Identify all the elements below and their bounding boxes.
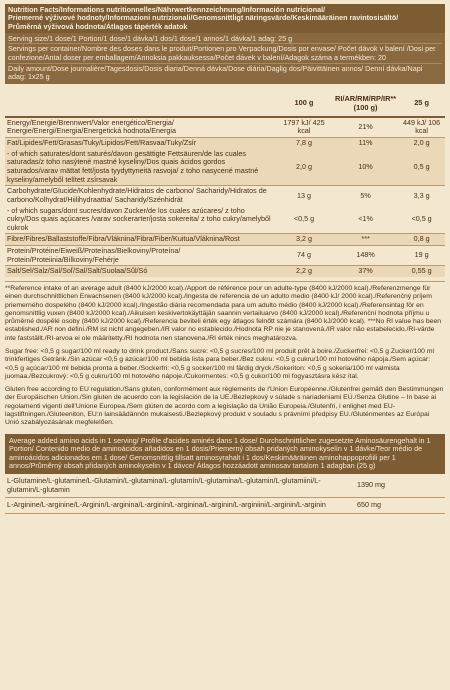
sugar-free-note: Sugar free: <0,5 g sugar/100 ml ready to drink product./Sans sucre: <0,5 g sucres/100 ml produit prêt à boire./Zuckerfrei: <0,5 g Zucker/100 ml trinkfertiges Getränk./Sin azúcar <0,5 g azúcar/100 ml bebida lista para beber./Bez cukru: <0,5 g cukru/100 ml hotového nápoja./Sem açúcar: <0,5 g açúcar/100 ml bebida pronta a beber./Sockerfri: <0,5 g socker/100 ml färdig dryck./Sokeriton: <0,5 g sokeria/100 ml valmista juomaa./Bezcukrový: <0,5 g cukru/100 ml hotového nápoje./Cukormentes: <0,5 g cukor/100 ml fogyasztásra kész ital. bbox=[5, 348, 434, 380]
footnotes bbox=[5, 281, 445, 428]
col-25g: 25 g bbox=[414, 98, 429, 108]
col-ri: RI/AR/RM/RP/IR** (100 g) bbox=[335, 94, 397, 112]
nutrition-table bbox=[5, 94, 445, 277]
amino-row bbox=[5, 498, 445, 514]
amino-value: 1390 mg bbox=[357, 480, 385, 490]
nutrition-facts-title-3: Průměrná výživová hodnota/Átlagos tápérték adatok bbox=[8, 21, 188, 31]
nutrition-facts-title: Nutrition Facts/Informations nutritionnelles/Nährwertkennzeichnung/Información nutricional/ bbox=[8, 5, 326, 14]
amino-acid-section bbox=[5, 434, 445, 514]
daily-amount: Daily amount/Dose journalière/Tagesdosis/Dosis diaria/Denná dávka/Dose diária/Daglig dos/Päivittäinen annos/ Denní dávka/Napi adag: 1x25 g bbox=[8, 63, 442, 82]
table-row: - of which saturates/dont saturés/davon gesättigte Fettsäuren/de las cuales saturadas/z toho nasýtené mastné kyseliny/Dos quais ácidos gordos saturados/varav mättat fett/josta tyydyttyneitä rasvoja/ z toho nasycené mastné kyseliny/amelyből telített zsírsavak 2,0 g 10% 0,5 g bbox=[5, 149, 445, 186]
table-row: Protein/Protéine/Eiweiß/Proteínas/Bielkoviny/Proteína/ Protein/Proteiinia/Bílkoviny/Fehérje 74 g 148% 19 g bbox=[5, 246, 445, 266]
header-band bbox=[5, 4, 445, 33]
table-row: Fat/Lipides/Fett/Grasas/Tuky/Lipidos/Fett/Rasvaa/Tuky/Zsír 7,8 g 11% 2,0 g bbox=[5, 138, 445, 149]
table-row: Salt/Sel/Salz/Sal/Soľ/Sal/Salt/Suolaa/Sůl/Só 2,2 g 37% 0,55 g bbox=[5, 266, 445, 277]
servings-per-container: Servings per container/Nombre des doses dans le produit/Portionen pro Verpackung/Dosis por envase/ Počet dávok v balení /Dosi per confezione/Antal doser per emballagem/Annoksia pakkauksessa/Počet dávek v balení/Adagok száma a termékben: 20 bbox=[8, 43, 442, 62]
nutrition-facts-title-2: Priemerné výživové hodnoty/Informazioni nutrizionali/Genomsnittligt näringsvärde/Keskimääräinen ravintosisältö/ bbox=[8, 13, 399, 23]
serving-size: Serving size/1 dose/1 Portion/1 dose/1 dávka/1 dos/1 dose/1 annos/1 dávka/1 adag: 25 g bbox=[8, 33, 293, 43]
serving-info bbox=[5, 33, 445, 84]
amino-name: L-Glutamine/L-glutamine/L-Glutamin/L-glutamina/L-glutamín/L-glutamina/L-glutamin/L-glutamiini/L-glutamin/L-glutamin bbox=[7, 476, 321, 494]
amino-header: Average added amino acids in 1 serving/ Profile d'acides aminés dans 1 dose/ Durchschnittlicher zugesetzte Aminosäurengehalt in 1 Portion/ Contenido medio de aminoácidos añadidos en 1 dosis/Priemerný obsah pridaných aminokyselín v 1 dávke/Teor médio de aminoácidos adicionados em 1 dose/ Genomsnittlig tillsatt aminosyrahalt i 1 dos/Keskimääräinen aminohappoprofiili per 1 annos/Průměrný obsah přidaných aminokyselin v 1 dávce/ Átlagos hozzáadott aminosav tartalom 1 adagban (25 g) bbox=[5, 434, 445, 475]
reference-intake-note: **Reference intake of an average adult (8400 kJ/2000 kcal)./Apport de référence pour un adulte-type (8400 kJ/2000 kcal)./Referenzmenge für einen durchschnittlichen Erwachsenen (8400 kJ/2000 kcal)./Ingesta de referencia de un adulto medio (8400 kJ/ 2000 kcal)./Referenčný príjem priemerného dospelého (8400 kJ/2000 kcal)./Ingestão diária recomendada para um adulto médio (8400 kJ/2000 kcal)./Referensintag för en genomsnittlig vuxen (8400 kJ/2000 kcal)./Aikuisen keskivertokäyttäjän saannin vertailuarvo (8400 kJ/2000 kcal)./Referenční hodnota příjmu u průměrné dospělé osoby (8400 kJ/2000 kcal)./Referencia beviteli érték egy átlagos felnőtt számára (8400 kJ/2000 kcal). ***No RI value has been established./AR non défini./RM ist nicht angegeben./IR valor no establecido./Hodnota RP nie je stanovená./IR valor não estabelecido./RI-värde inte fastställt./RI-arvoa ei ole määritetty./RI hodnota nen stanovena./RI érték nincs meghatározva. bbox=[5, 285, 441, 342]
table-row: - of which sugars/dont sucres/davon Zucker/de los cuales azúcares/ z toho cukry/Dos quais açúcares /varav sockerarter/josta sokereita/ z toho cukry/amelyből cukrok <0,5 g <1% <0,5 g bbox=[7, 205, 432, 232]
col-100g: 100 g bbox=[294, 98, 314, 108]
table-row: Fibre/Fibres/Ballaststoffe/Fibra/Vláknina/Fibra/Fiber/Kuitua/Vláknina/Rost 3,2 g *** 0,8 g bbox=[5, 234, 445, 246]
gluten-free-note: Gluten free according to EU regulation./Sans gluten, conformément aux règlements de l'Union Européenne./Glutenfrei gemäß den Bestimmungen der Europäischen Union./Sin gluten de acuerdo con la legislación de la UE./Bezlepkový v súlade s nariadeniami EÚ./Senza Glutine – In base ai regolamenti vigenti dell'Unione Europea./Sem glúten de acordo com a legislação da União Europeia./Glutenfri, i enlighet med EU-lagstiftningen./Gluteeniton, EU:n lainsäädännön mukaisesti./Bezlepkový produkt v souladu s právními předpisy EU./Gluténmentes az Európai Unió szabályozásának megfelelően. bbox=[5, 386, 444, 427]
table-row: Carbohydrate/Glucide/Kohlenhydrate/Hidratos de carbono/ Sacharidy/Hidratos de carbono/Kolhydrat/Hiilihydraattia/ Sacharidy/Szénhidrát 13 g 5% 3,3 g bbox=[5, 186, 445, 206]
amino-row bbox=[5, 474, 445, 498]
table-row: Energy/Energie/Brennwert/Valor energético/Energia/ Energie/Energi/Energia/Energetická hodnota/Energia 1797 kJ/ 425 kcal 21% 449 kJ/ 106 kcal bbox=[5, 117, 445, 138]
amino-value: 650 mg bbox=[357, 500, 381, 510]
amino-name: L-Arginine/L-arginine/L-Arginin/L-arginina/L-arginín/L-arginina/L-arginin/L-arginiini/L-arginin/L-arginin bbox=[7, 500, 326, 510]
